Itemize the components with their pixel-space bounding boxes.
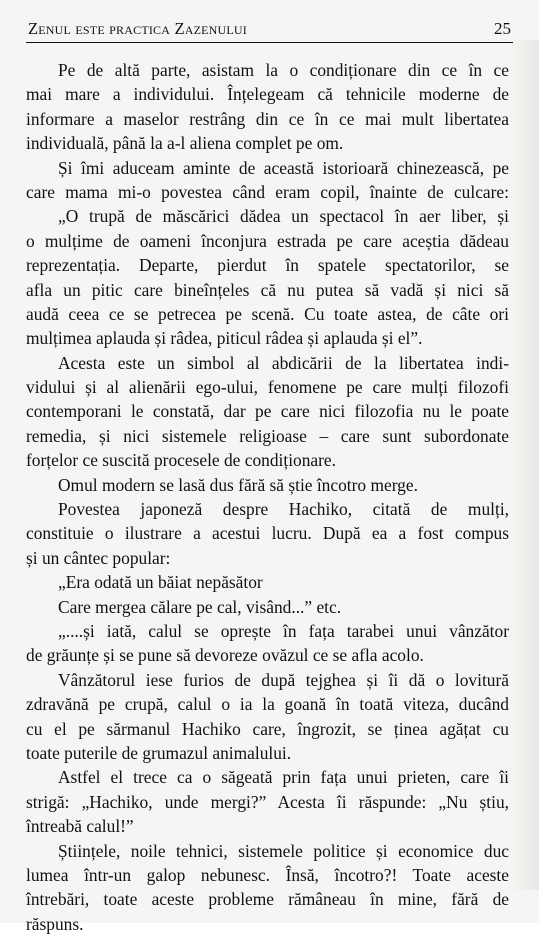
text-line: constituie o ilustrare a acestui lucru. După ea a fost compus: [26, 523, 509, 544]
text-line: o mulțime de oameni înconjura estrada pe care aceștia dădeau: [26, 230, 509, 251]
text-line: cu el pe sărmanul Hachiko care, îngrozit, se ținea agățat cu: [26, 718, 509, 739]
text-line: și un cântec popular:: [26, 547, 171, 568]
text-line: Și îmi aduceam aminte de această istorioară chinezească, pe: [58, 157, 509, 178]
text-line: Acesta este un simbol al abdicării de la libertatea indi-: [58, 352, 509, 373]
page-header: [26, 14, 513, 43]
text-line: Povestea japoneză despre Hachiko, citată de mulți,: [58, 499, 509, 520]
verse-line: „Era odată un băiat nepăsător: [58, 572, 263, 593]
text-line: care mama mi-o povestea când eram copil, înainte de culcare:: [26, 181, 509, 202]
text-line: audă ceea ce se petrecea pe scenă. Cu toate astea, de câte ori: [26, 303, 509, 324]
running-head: Zenul este practica Zazenului: [28, 19, 247, 38]
text-line: zdravănă pe crupă, calul o ia la goană în toată viteza, ducând: [26, 694, 509, 715]
text-line: remedia, și nici sistemele religioase – care sunt subordonate: [26, 425, 509, 446]
verse-line: Care mergea călare pe cal, visând...” etc.: [58, 596, 342, 617]
text-line: Astfel el trece ca o săgeată prin fața unui prieten, care îi: [58, 767, 509, 788]
text-line: reprezentația. Departe, pierdut în spatele spectatorilor, se: [26, 255, 509, 276]
text-line: întrebări, toate aceste probleme rămâneau în mine, fără de: [26, 889, 509, 910]
text-line: afla un pitic care bineînțeles că nu putea să vadă și nici să: [26, 279, 509, 300]
text-line: mulțimea aplauda și râdea, piticul râdea și aplauda și el”.: [26, 328, 423, 349]
text-line: Științele, noile tehnici, sistemele politice și economice duc: [58, 840, 509, 861]
text-line: mai mare a individului. Înțelegeam că tehnicile moderne de: [26, 84, 509, 105]
text-line: Omul modern se lasă dus fără să știe încotro merge.: [58, 474, 418, 495]
page-number: 25: [494, 19, 511, 38]
page-edge-shadow: [509, 40, 539, 890]
text-line: strigă: „Hachiko, unde mergi?” Acesta îi răspunde: „Nu știu,: [26, 791, 509, 812]
text-line: răspuns.: [26, 913, 84, 934]
text-line: individuală, până la a-l aliena complet pe om.: [26, 133, 344, 154]
text-line: contemporani le constată, dar pe care nici filozofia nu le poate: [26, 401, 509, 422]
text-line: vidului și al alienării ego-ului, fenomene pe care mulți filozofi: [26, 377, 509, 398]
text-line: Pe de altă parte, asistam la o condiționare din ce în ce: [58, 60, 509, 80]
text-line: Vânzătorul iese furios de după tejghea și îi dă o lovitură: [58, 669, 509, 690]
text-line: informare a maselor restrâng din ce în ce mai mult libertatea: [26, 108, 509, 129]
body-text: [26, 58, 509, 936]
text-line: lumea într-un galop nebunesc. Însă, încotro?! Toate aceste: [26, 864, 509, 885]
text-line: toate puterile de grumazul animalului.: [26, 742, 292, 763]
text-line: forțelor ce suscită procesele de condiționare.: [26, 450, 336, 471]
text-line: „O trupă de măscărici dădea un spectacol în aer liber, și: [58, 206, 509, 227]
text-line: „....și iată, calul se oprește în fața tarabei unui vânzător: [58, 620, 509, 641]
text-line: întreabă calul!”: [26, 816, 134, 837]
text-line: de grăunțe și se pune să devoreze ovăzul ce se afla acolo.: [26, 645, 424, 666]
